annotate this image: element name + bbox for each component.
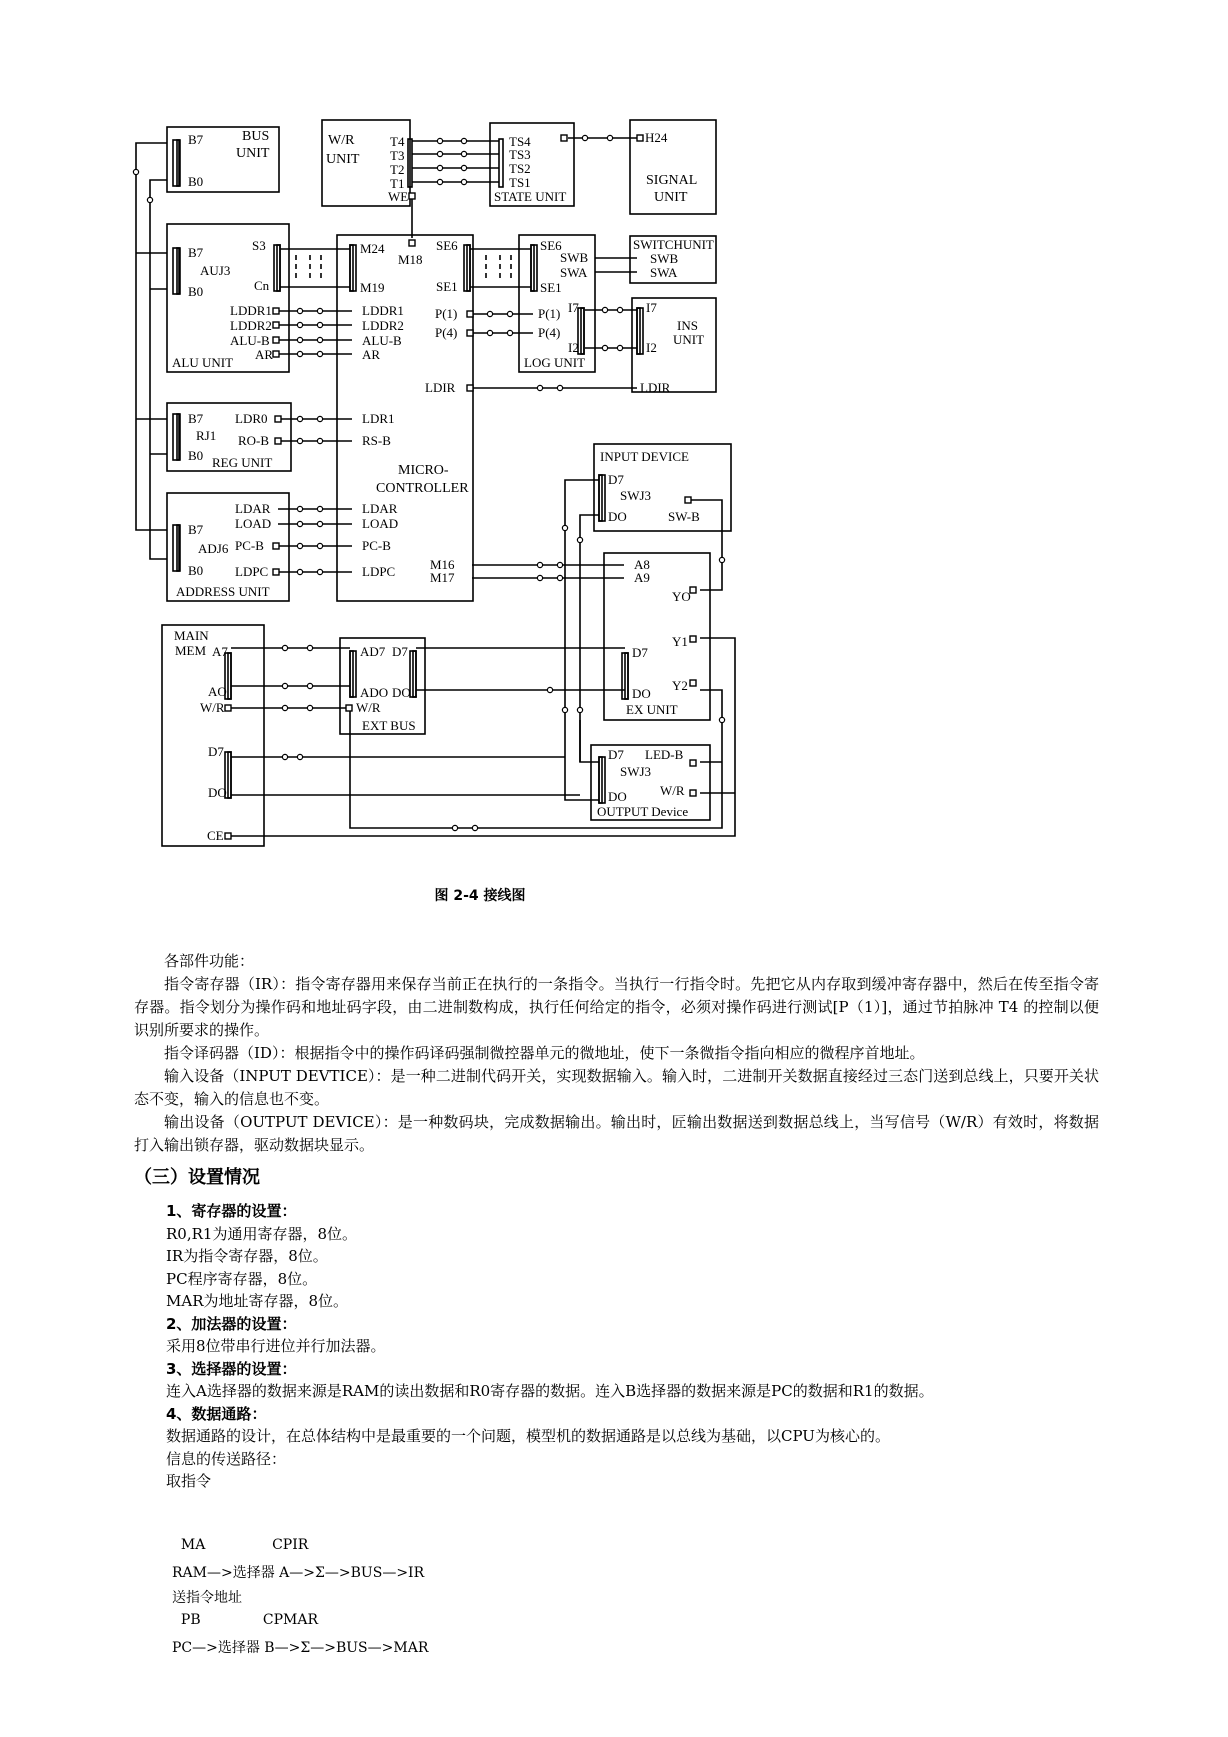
- svg-text:W/R: W/R: [660, 783, 685, 798]
- svg-text:H24: H24: [645, 130, 668, 145]
- datapath-text: 数据通路的设计，在总体结构中是最重要的一个问题，模型机的数据通路是以总线为基础，以CPU为核心的。: [166, 1427, 890, 1445]
- svg-text:DO: DO: [632, 686, 651, 701]
- svg-text:I7: I7: [568, 300, 579, 315]
- svg-text:I2: I2: [646, 340, 657, 355]
- flow-line: RAM—>选择器 A—>Σ—>BUS—>IR: [172, 1565, 425, 1581]
- svg-text:LDDR2: LDDR2: [362, 318, 404, 333]
- svg-text:DO: DO: [208, 785, 227, 800]
- svg-text:B0: B0: [188, 174, 204, 189]
- svg-text:B7: B7: [188, 522, 204, 537]
- svg-text:RS-B: RS-B: [362, 433, 391, 448]
- alu-unit-label: ALU UNIT: [172, 355, 234, 370]
- svg-text:D7: D7: [608, 747, 624, 762]
- svg-text:LDDR1: LDDR1: [362, 303, 404, 318]
- flow-line: 送指令地址: [172, 1590, 242, 1606]
- svg-text:T1: T1: [390, 176, 405, 191]
- svg-text:LDAR: LDAR: [362, 501, 398, 516]
- svg-text:D7: D7: [392, 644, 408, 659]
- address-unit-label: ADDRESS UNIT: [176, 584, 270, 599]
- svg-text:M16: M16: [430, 557, 455, 572]
- svg-text:B7: B7: [188, 132, 204, 147]
- ext-bus-label: EXT BUS: [362, 718, 416, 733]
- register-line: MAR为地址寄存器，8位。: [166, 1292, 349, 1310]
- svg-text:TS3: TS3: [509, 147, 531, 162]
- svg-text:B7: B7: [188, 411, 204, 426]
- svg-text:LDPC: LDPC: [362, 564, 396, 579]
- svg-text:Cn: Cn: [254, 278, 270, 293]
- svg-text:WE: WE: [388, 189, 409, 204]
- svg-text:SWJ3: SWJ3: [620, 488, 652, 503]
- fetch-label: 取指令: [166, 1472, 212, 1490]
- main-mem-label: MAIN: [174, 628, 209, 643]
- svg-text:YO: YO: [672, 589, 691, 604]
- svg-text:M17: M17: [430, 570, 455, 585]
- flow-line: MA CPIR: [172, 1537, 309, 1553]
- paragraph: 输出设备（OUTPUT DEVICE）：是一种数码块，完成数据输出。输出时，匠输出数据送到数据总线上，当写信号（W/R）有效时，将数据打入输出锁存器，驱动数据块显示。: [134, 1113, 1099, 1154]
- svg-text:SE6: SE6: [540, 238, 562, 253]
- svg-text:A7: A7: [212, 644, 228, 659]
- paragraph: 指令译码器（ID）：根据指令中的操作码译码强制微控器单元的微地址，使下一条微指令指向相应的微程序首地址。: [164, 1044, 925, 1062]
- ins-unit-label: INS: [677, 318, 698, 333]
- signal-unit-label: SIGNAL: [646, 173, 698, 188]
- state-unit-label: STATE UNIT: [494, 189, 567, 204]
- svg-text:AR: AR: [255, 347, 274, 362]
- svg-text:SE6: SE6: [436, 238, 458, 253]
- svg-text:A8: A8: [634, 557, 650, 572]
- svg-text:ADO: ADO: [360, 685, 389, 700]
- ex-unit-label: EX UNIT: [626, 702, 678, 717]
- paragraph: 指令寄存器（IR）：指令寄存器用来保存当前正在执行的一条指令。当执行一行指令时。先把它从内存取到缓冲寄存器中，然后在传至指令寄存器。指令划分为操作码和地址码字段，由二进制数构成，执行任何给定的指令，必须对操作码进行测试[P（1）]，通过节拍脉冲 T4 的控制以便识别所要求的操作。: [134, 975, 1099, 1039]
- svg-text:LDAR: LDAR: [235, 501, 271, 516]
- svg-text:W/R: W/R: [200, 700, 225, 715]
- figure-caption: 图 2-4 接线图: [434, 888, 526, 904]
- micro-label-2: CONTROLLER: [376, 481, 469, 496]
- svg-text:DO: DO: [608, 789, 627, 804]
- svg-text:UNIT: UNIT: [673, 332, 705, 347]
- input-device-label: INPUT DEVICE: [600, 449, 689, 464]
- svg-text:TS2: TS2: [509, 161, 531, 176]
- svg-text:SE1: SE1: [436, 279, 458, 294]
- setup-section: [166, 1200, 1096, 1493]
- svg-text:DO: DO: [608, 509, 627, 524]
- svg-text:B7: B7: [188, 245, 204, 260]
- svg-text:D7: D7: [632, 645, 648, 660]
- flow-line: PC—>选择器 B—>Σ—>BUS—>MAR: [172, 1640, 429, 1656]
- svg-text:P(4): P(4): [538, 325, 561, 340]
- svg-text:PC-B: PC-B: [362, 538, 391, 553]
- wr-unit-label: W/R: [328, 133, 355, 148]
- selector-text: 连入A选择器的数据来源是RAM的读出数据和R0寄存器的数据。连入B选择器的数据来源是PC的数据和R1的数据。: [166, 1382, 934, 1400]
- register-line: PC程序寄存器，8位。: [166, 1269, 318, 1288]
- component-functions: [134, 950, 1099, 1157]
- selector-heading: 3、选择器的设置：: [166, 1359, 297, 1378]
- svg-text:D7: D7: [208, 744, 224, 759]
- svg-text:S3: S3: [252, 238, 266, 253]
- svg-text:A9: A9: [634, 570, 650, 585]
- svg-text:LDDR2: LDDR2: [230, 318, 272, 333]
- register-line: R0,R1为通用寄存器，8位。: [166, 1224, 357, 1243]
- svg-text:AD7: AD7: [360, 644, 386, 659]
- register-line: IR为指令寄存器，8位。: [166, 1247, 328, 1265]
- svg-text:ALU-B: ALU-B: [230, 333, 270, 348]
- svg-text:SWB: SWB: [560, 250, 589, 265]
- paragraph: 各部件功能：: [164, 952, 255, 970]
- svg-text:Y1: Y1: [672, 634, 688, 649]
- svg-text:LOAD: LOAD: [362, 516, 399, 531]
- svg-text:T4: T4: [390, 134, 405, 149]
- svg-text:LDIR: LDIR: [425, 380, 456, 395]
- output-device-label: OUTPUT Device: [597, 804, 689, 819]
- svg-text:M19: M19: [360, 280, 385, 295]
- svg-text:AO: AO: [208, 684, 227, 699]
- svg-text:LDDR1: LDDR1: [230, 303, 272, 318]
- svg-text:UNIT: UNIT: [236, 146, 270, 161]
- svg-text:B0: B0: [188, 284, 204, 299]
- svg-text:AUJ3: AUJ3: [200, 263, 231, 278]
- register-heading: 1、寄存器的设置：: [166, 1202, 297, 1220]
- svg-text:SWA: SWA: [650, 265, 678, 280]
- svg-text:SW-B: SW-B: [668, 509, 700, 524]
- svg-text:TS1: TS1: [509, 175, 531, 190]
- svg-text:ADJ6: ADJ6: [198, 541, 229, 556]
- svg-text:CE: CE: [207, 828, 224, 843]
- svg-text:T3: T3: [390, 148, 405, 163]
- svg-text:UNIT: UNIT: [654, 190, 688, 205]
- micro-label-1: MICRO-: [398, 463, 449, 478]
- section-title: （三）设置情况: [134, 1167, 260, 1188]
- svg-text:LDR0: LDR0: [235, 411, 268, 426]
- svg-text:DO: DO: [392, 685, 411, 700]
- svg-text:SWB: SWB: [650, 251, 679, 266]
- datapath-heading: 4、数据通路：: [166, 1404, 267, 1423]
- svg-text:SWA: SWA: [560, 265, 588, 280]
- svg-text:P(4): P(4): [435, 325, 458, 340]
- svg-text:M24: M24: [360, 241, 385, 256]
- svg-text:M18: M18: [398, 252, 423, 267]
- svg-text:T2: T2: [390, 162, 405, 177]
- svg-text:PC-B: PC-B: [235, 538, 264, 553]
- svg-text:RJ1: RJ1: [196, 428, 217, 443]
- flow-line: PB CPMAR: [172, 1612, 319, 1628]
- svg-text:TS4: TS4: [509, 134, 531, 149]
- svg-text:RO-B: RO-B: [238, 433, 270, 448]
- adder-text: 采用8位带串行进位并行加法器。: [166, 1337, 386, 1355]
- svg-text:AR: AR: [362, 347, 381, 362]
- svg-text:I7: I7: [646, 300, 657, 315]
- svg-text:I2: I2: [568, 340, 579, 355]
- log-unit-label: LOG UNIT: [524, 355, 586, 370]
- svg-text:LDPC: LDPC: [235, 564, 269, 579]
- svg-text:SWJ3: SWJ3: [620, 764, 652, 779]
- svg-text:MEM: MEM: [175, 643, 207, 658]
- svg-text:LDIR: LDIR: [640, 380, 671, 395]
- switch-unit-label: SWITCHUNIT: [633, 237, 714, 252]
- svg-text:UNIT: UNIT: [326, 152, 360, 167]
- path-title: 信息的传送路径：: [166, 1449, 287, 1468]
- svg-text:Y2: Y2: [672, 678, 688, 693]
- svg-text:P(1): P(1): [435, 306, 458, 321]
- svg-text:ALU-B: ALU-B: [362, 333, 402, 348]
- svg-text:D7: D7: [608, 472, 624, 487]
- svg-text:LDR1: LDR1: [362, 411, 395, 426]
- svg-text:B0: B0: [188, 448, 204, 463]
- svg-text:LOAD: LOAD: [235, 516, 272, 531]
- paragraph: 输入设备（INPUT DEVTICE）：是一种二进制代码开关，实现数据输入。输入时，二进制开关数据直接经过三态门送到总线上，只要开关状态不变，输入的信息也不变。: [134, 1067, 1099, 1108]
- svg-text:B0: B0: [188, 563, 204, 578]
- svg-text:W/R: W/R: [356, 700, 381, 715]
- bus-unit-label: BUS: [242, 129, 270, 144]
- svg-text:LED-B: LED-B: [645, 747, 684, 762]
- svg-text:SE1: SE1: [540, 280, 562, 295]
- svg-text:P(1): P(1): [538, 306, 561, 321]
- reg-unit-label: REG UNIT: [212, 455, 273, 470]
- adder-heading: 2、加法器的设置：: [166, 1314, 297, 1333]
